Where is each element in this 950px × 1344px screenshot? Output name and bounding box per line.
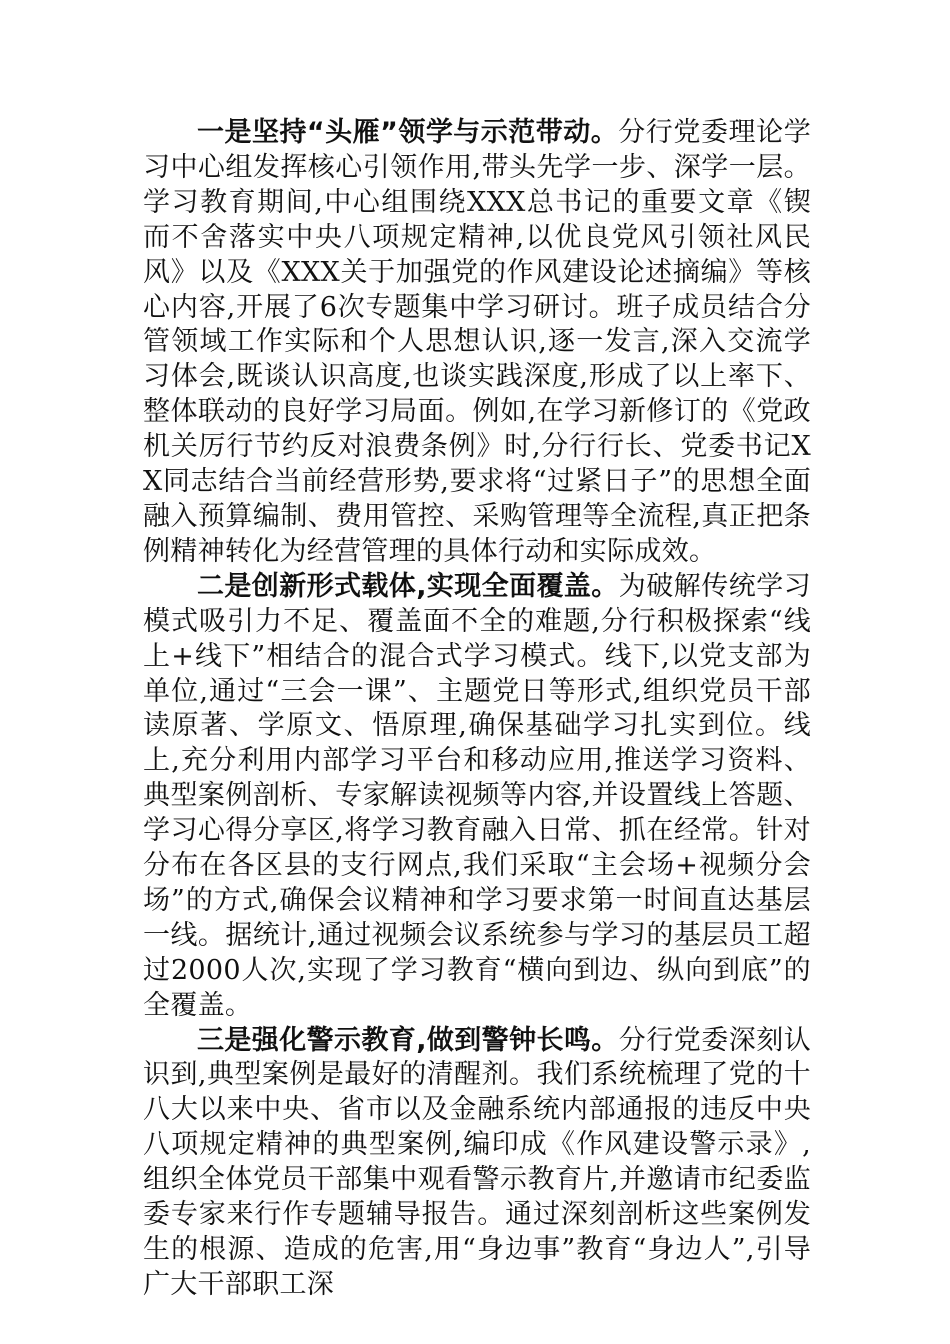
paragraph-2-text: 为破解传统学习模式吸引力不足、覆盖面不全的难题,分行积极探索“线上+线下”相结合的混合式学习模式。线下,以党支部为单位,通过“三会一课”、主题党日等形式,组织党员干部读原著、学原文、悟原理,确保基础学习扎实到位。线上,充分利用内部学习平台和移动应用,推送学习资料、典型案例剖析、专家解读视频等内容,并设置线上答题、学习心得分享区,将学习教育融入日常、抓在经常。针对分布在各区县的支行网点,我们采取“主会场+视频分会场”的方式,确保会议精神和学习要求第一时间直达基层一线。据统计,通过视频会议系统参与学习的基层员工超过2000人次,实现了学习教育“横向到边、纵向到底”的全覆盖。 <box>143 570 811 1021</box>
paragraph-3-heading: 三是强化警示教育,做到警钟长鸣。 <box>197 1024 619 1056</box>
paragraph-3-text: 分行党委深刻认识到,典型案例是最好的清醒剂。我们系统梳理了党的十八大以来中央、省市以及金融系统内部通报的违反中央八项规定精神的典型案例,编印成《作风建设警示录》,组织全体党员干部集中观看警示教育片,并邀请市纪委监委专家来行作专题辅导报告。通过深刻剖析这些案例发生的根源、造成的危害,用“身边事”教育“身边人”,引导广大干部职工深 <box>143 1024 811 1300</box>
document-body <box>143 116 811 1303</box>
paragraph-1-heading: 一是坚持“头雁”领学与示范带动。 <box>197 117 619 148</box>
paragraph-1-text: 分行党委理论学习中心组发挥核心引领作用,带头先学一步、深学一层。学习教育期间,中心组围绕XXX总书记的重要文章《锲而不舍落实中央八项规定精神,以优良党风引领社风民风》以及《XXX关于加强党的作风建设论述摘编》等核心内容,开展了6次专题集中学习研讨。班子成员结合分管领域工作实际和个人思想认识,逐一发言,深入交流学习体会,既谈认识高度,也谈实践深度,形成了以上率下、整体联动的良好学习局面。例如,在学习新修订的《党政机关厉行节约反对浪费条例》时,分行行长、党委书记XX同志结合当前经营形势,要求将“过紧日子”的思想全面融入预算编制、费用管控、采购管理等全流程,真正把条例精神转化为经营管理的具体行动和实际成效。 <box>143 117 811 567</box>
paragraph-2 <box>143 570 811 1024</box>
paragraph-2-heading: 二是创新形式载体,实现全面覆盖。 <box>197 570 619 602</box>
paragraph-3 <box>143 1024 811 1303</box>
paragraph-1 <box>143 116 811 570</box>
